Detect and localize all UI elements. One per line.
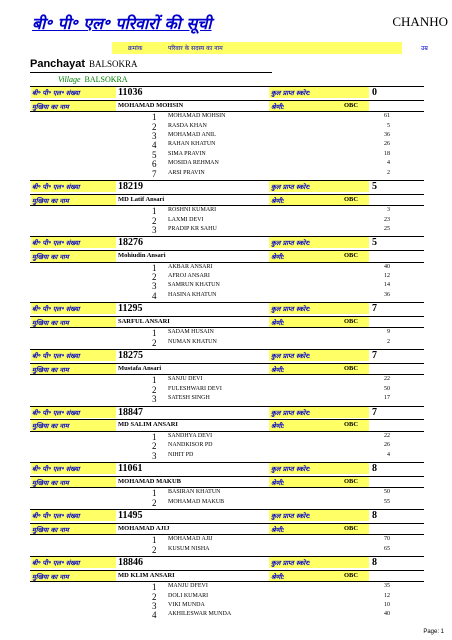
bpl-number-label: बी॰ पी॰ एल॰ संख्या bbox=[32, 239, 80, 248]
bpl-number-value: 18276 bbox=[118, 237, 143, 249]
category-label: श्रेणी: bbox=[271, 525, 285, 534]
member-serial: 7 bbox=[152, 168, 157, 179]
head-name-label: मुखिया का नाम bbox=[32, 102, 69, 111]
head-row-bottom-border bbox=[30, 111, 424, 112]
head-row-bottom-border bbox=[30, 534, 424, 535]
bpl-number-label: बी॰ पी॰ एल॰ संख्या bbox=[32, 89, 80, 97]
member-name: MOHAMAD ANIL bbox=[168, 132, 216, 138]
member-age: 10 bbox=[384, 602, 390, 608]
member-name: NANDKISOR PD bbox=[168, 442, 213, 449]
member-name: SATESH SINGH bbox=[168, 395, 210, 402]
member-serial: 2 bbox=[152, 337, 157, 348]
category-value: OBC bbox=[344, 421, 359, 429]
member-age: 40 bbox=[384, 611, 390, 618]
member-serial: 2 bbox=[152, 121, 157, 132]
head-name-label: मुखिया का नाम bbox=[32, 422, 69, 431]
member-age: 70 bbox=[384, 536, 390, 543]
category-value: OBC bbox=[344, 364, 359, 372]
member-serial: 3 bbox=[152, 450, 157, 461]
member-age: 50 bbox=[384, 385, 390, 392]
score-label: कुल प्राप्त स्कोर: bbox=[271, 408, 311, 417]
score-value: 5 bbox=[372, 181, 377, 192]
category-value: OBC bbox=[344, 477, 359, 485]
head-name-label: मुखिया का नाम bbox=[32, 525, 69, 534]
village-label: Village bbox=[58, 75, 81, 84]
bpl-number-label: बी॰ पी॰ एल॰ संख्या bbox=[32, 465, 80, 473]
member-serial: 1 bbox=[152, 582, 157, 593]
head-name-label: मुखिया का नाम bbox=[32, 196, 69, 205]
score-label: कुल प्राप्त स्कोर: bbox=[271, 512, 311, 520]
member-age: 4 bbox=[387, 451, 390, 458]
bpl-number-label: बी॰ पी॰ एल॰ संख्या bbox=[32, 408, 80, 417]
member-age: 22 bbox=[384, 432, 390, 439]
member-serial: 2 bbox=[152, 441, 157, 452]
head-name-value: SARFUL ANSARI bbox=[118, 317, 170, 325]
head-row-bottom-border bbox=[30, 487, 424, 488]
score-label: कुल प्राप्त स्कोर: bbox=[271, 89, 311, 97]
category-value: OBC bbox=[344, 317, 359, 325]
member-serial: 3 bbox=[152, 601, 157, 611]
member-name: MANJU DFEVI bbox=[168, 583, 208, 590]
category-label: श्रेणी: bbox=[271, 422, 285, 431]
category-value: OBC bbox=[344, 571, 359, 579]
member-name: SADAM HUSAIN bbox=[168, 329, 214, 336]
member-name: HASINA KHATUN bbox=[168, 291, 217, 298]
member-serial: 1 bbox=[152, 262, 157, 273]
panchayat-value: BALSOKRA bbox=[89, 59, 138, 69]
member-serial: 6 bbox=[152, 159, 157, 170]
bpl-number-value: 11295 bbox=[118, 303, 143, 315]
column-header-bar bbox=[112, 42, 402, 54]
member-name: KUSUM NISHA bbox=[168, 545, 210, 552]
member-name: AKBAR ANSARI bbox=[168, 263, 213, 270]
bpl-number-label: बी॰ पी॰ एल॰ संख्या bbox=[32, 183, 80, 191]
page-title: बी॰ पी॰ एल॰ परिवारों की सूची bbox=[32, 14, 212, 33]
head-name-value: MOHAMAD MAKUB bbox=[118, 477, 182, 485]
member-age: 36 bbox=[384, 291, 390, 298]
head-row-bottom-border bbox=[30, 262, 424, 263]
category-value: OBC bbox=[344, 195, 359, 203]
member-name: RASDA KHAN bbox=[168, 122, 207, 129]
score-value: 7 bbox=[372, 350, 377, 362]
member-serial: 1 bbox=[152, 375, 157, 386]
member-age: 9 bbox=[387, 329, 390, 336]
member-name: VIKI MUNDA bbox=[168, 602, 205, 608]
head-row-bottom-border bbox=[30, 327, 424, 328]
score-label: कुल प्राप्त स्कोर: bbox=[271, 183, 311, 191]
member-name-column-header: परिवार के सदस्य का नाम bbox=[168, 45, 223, 52]
member-serial: 1 bbox=[152, 488, 157, 499]
score-label: कुल प्राप्त स्कोर: bbox=[271, 559, 311, 567]
score-value: 8 bbox=[372, 510, 377, 521]
member-age: 14 bbox=[384, 282, 390, 289]
member-age: 18 bbox=[384, 150, 390, 157]
member-serial: 1 bbox=[152, 112, 157, 123]
member-name: NIHIT PD bbox=[168, 451, 194, 458]
score-label: कुल प्राप्त स्कोर: bbox=[271, 305, 311, 314]
member-name: FULESHWARI DEVI bbox=[168, 385, 222, 392]
category-value: OBC bbox=[344, 524, 359, 532]
head-row-bottom-border bbox=[30, 431, 424, 432]
member-name: MOHAMAD MAKUB bbox=[168, 498, 225, 505]
category-value: OBC bbox=[344, 252, 359, 259]
bpl-number-value: 11495 bbox=[118, 510, 143, 521]
village-row bbox=[58, 75, 128, 84]
member-serial: 1 bbox=[152, 431, 157, 442]
member-name: AFROJ ANSARI bbox=[168, 273, 210, 279]
member-age: 3 bbox=[387, 207, 390, 214]
category-value: OBC bbox=[344, 101, 359, 109]
member-name: SANJU DEVI bbox=[168, 376, 203, 383]
bpl-number-label: बी॰ पी॰ एल॰ संख्या bbox=[32, 559, 80, 567]
member-age: 65 bbox=[384, 545, 390, 552]
member-age: 12 bbox=[384, 592, 390, 599]
score-label: कुल प्राप्त स्कोर: bbox=[271, 239, 311, 248]
category-label: श्रेणी: bbox=[271, 365, 285, 374]
bpl-number-label: बी॰ पी॰ एल॰ संख्या bbox=[32, 305, 80, 314]
member-name: MOHAMAD AJIJ bbox=[168, 536, 213, 543]
head-name-value: MD KLIM ANSARI bbox=[118, 571, 175, 579]
bpl-number-value: 18846 bbox=[118, 557, 143, 568]
age-column-header: उम्र bbox=[421, 45, 428, 52]
category-label: श्रेणी: bbox=[271, 572, 285, 581]
member-serial: 3 bbox=[152, 394, 157, 405]
member-age: 50 bbox=[384, 489, 390, 496]
member-age: 12 bbox=[384, 273, 390, 279]
member-age: 26 bbox=[384, 141, 390, 148]
member-age: 55 bbox=[384, 498, 390, 505]
member-serial: 2 bbox=[152, 215, 157, 226]
score-value: 7 bbox=[372, 303, 377, 315]
member-name: RAHAN KHATUN bbox=[168, 141, 216, 148]
panchayat-row bbox=[30, 58, 138, 70]
head-name-value: Mohiudin Ansari bbox=[118, 252, 166, 259]
score-value: 8 bbox=[372, 557, 377, 568]
head-name-label: मुखिया का नाम bbox=[32, 572, 69, 581]
member-name: DOLI KUMARI bbox=[168, 592, 209, 599]
head-name-label: मुखिया का नाम bbox=[32, 478, 69, 487]
score-label: कुल प्राप्त स्कोर: bbox=[271, 352, 311, 361]
member-name: AKHILESWAR MUNDA bbox=[168, 611, 232, 618]
panchayat-underline bbox=[30, 72, 272, 73]
head-name-label: मुखिया का नाम bbox=[32, 253, 69, 261]
bpl-number-value: 18847 bbox=[118, 406, 143, 418]
member-serial: 4 bbox=[152, 610, 157, 621]
serial-column-header: क्रमांक bbox=[128, 45, 143, 52]
score-value: 7 bbox=[372, 406, 377, 418]
member-name: NUMAN KHATUN bbox=[168, 338, 217, 345]
member-age: 25 bbox=[384, 226, 390, 232]
score-value: 0 bbox=[372, 87, 377, 98]
member-name: PRADIP KR SAHU bbox=[168, 226, 217, 232]
bpl-number-value: 11036 bbox=[118, 87, 143, 98]
member-age: 61 bbox=[384, 113, 390, 120]
head-name-value: MOHAMAD AJIJ bbox=[118, 524, 170, 532]
bpl-number-value: 11061 bbox=[118, 463, 143, 474]
head-name-value: MD SALIM ANSARI bbox=[118, 421, 178, 429]
member-serial: 1 bbox=[152, 535, 157, 546]
member-age: 26 bbox=[384, 442, 390, 449]
member-age: 2 bbox=[387, 338, 390, 345]
member-serial: 1 bbox=[152, 328, 157, 339]
head-name-value: Mustafa Ansari bbox=[118, 364, 162, 372]
head-name-label: मुखिया का नाम bbox=[32, 318, 69, 327]
member-age: 4 bbox=[387, 160, 390, 167]
member-name: MOHAMAD MOHSIN bbox=[168, 113, 226, 120]
head-row-bottom-border bbox=[30, 205, 424, 206]
bpl-number-value: 18219 bbox=[118, 181, 143, 192]
category-label: श्रेणी: bbox=[271, 102, 285, 111]
bpl-number-label: बी॰ पी॰ एल॰ संख्या bbox=[32, 512, 80, 520]
category-label: श्रेणी: bbox=[271, 478, 285, 487]
member-age: 5 bbox=[387, 122, 390, 129]
head-row-bottom-border bbox=[30, 374, 424, 375]
member-serial: 2 bbox=[152, 272, 157, 282]
member-age: 17 bbox=[384, 395, 390, 402]
page-number: Page: 1 bbox=[423, 629, 444, 635]
member-serial: 1 bbox=[152, 206, 157, 217]
member-name: SIMA PRAVIN bbox=[168, 150, 206, 157]
member-serial: 3 bbox=[152, 131, 157, 141]
category-label: श्रेणी: bbox=[271, 196, 285, 205]
panchayat-label: Panchayat bbox=[30, 58, 86, 70]
member-age: 36 bbox=[384, 132, 390, 138]
member-age: 40 bbox=[384, 263, 390, 270]
member-age: 35 bbox=[384, 583, 390, 590]
member-name: MOSIDA REHMAN bbox=[168, 160, 219, 167]
category-label: श्रेणी: bbox=[271, 318, 285, 327]
member-serial: 3 bbox=[152, 281, 157, 292]
member-serial: 2 bbox=[152, 544, 157, 555]
member-serial: 5 bbox=[152, 149, 157, 160]
member-name: BASIRAN KHATUN bbox=[168, 489, 221, 496]
member-age: 22 bbox=[384, 376, 390, 383]
head-name-value: MD Latif Ansari bbox=[118, 195, 165, 203]
district-name: CHANHO bbox=[392, 14, 448, 29]
member-serial: 2 bbox=[152, 591, 157, 602]
member-serial: 2 bbox=[152, 384, 157, 395]
member-name: SANDHYA DEVI bbox=[168, 432, 213, 439]
member-age: 23 bbox=[384, 216, 390, 223]
head-name-label: मुखिया का नाम bbox=[32, 365, 69, 374]
score-label: कुल प्राप्त स्कोर: bbox=[271, 465, 311, 473]
bpl-number-value: 18275 bbox=[118, 350, 143, 362]
score-value: 5 bbox=[372, 237, 377, 249]
member-name: SAMRUN KHATUN bbox=[168, 282, 220, 289]
member-serial: 4 bbox=[152, 290, 157, 301]
village-value: BALSOKRA bbox=[84, 75, 128, 84]
head-row-bottom-border bbox=[30, 581, 424, 582]
member-name: ROSHNI KUMARI bbox=[168, 207, 217, 214]
member-name: ARSI PRAVIN bbox=[168, 169, 205, 176]
member-age: 2 bbox=[387, 169, 390, 176]
score-value: 8 bbox=[372, 463, 377, 474]
head-name-value: MOHAMAD MOHSIN bbox=[118, 101, 184, 109]
bpl-number-label: बी॰ पी॰ एल॰ संख्या bbox=[32, 352, 80, 361]
category-label: श्रेणी: bbox=[271, 253, 285, 261]
member-serial: 2 bbox=[152, 497, 157, 508]
member-name: LAXMI DEVI bbox=[168, 216, 204, 223]
member-serial: 4 bbox=[152, 140, 157, 151]
member-serial: 3 bbox=[152, 225, 157, 235]
